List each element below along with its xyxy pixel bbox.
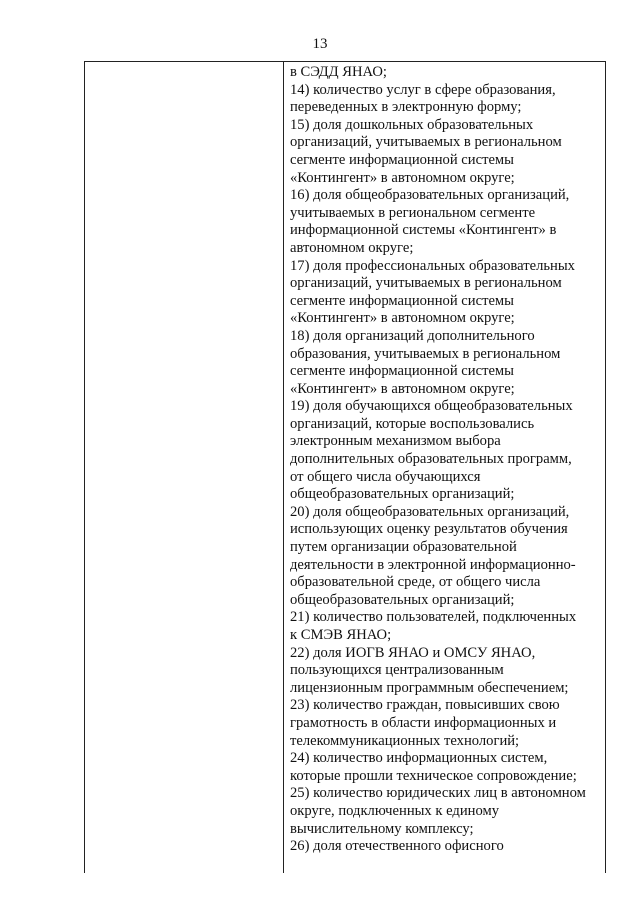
text-line: организаций, учитываемых в региональном: [290, 275, 562, 292]
page-number: 13: [312, 36, 328, 52]
text-line: путем организации образовательной: [290, 539, 517, 556]
table-left-cell: [85, 62, 283, 873]
text-line: 14) количество услуг в сфере образования,: [290, 81, 556, 98]
text-line: дополнительных образовательных программ,: [290, 451, 572, 468]
text-line: телекоммуникационных технологий;: [290, 732, 520, 749]
text-line: «Контингент» в автономном округе;: [290, 310, 515, 327]
text-line: которые прошли техническое сопровождение;: [290, 767, 577, 784]
text-line: 21) количество пользователей, подключенных: [290, 609, 577, 626]
text-line: «Контингент» в автономном округе;: [290, 169, 515, 186]
text-line: вычислительному комплексу;: [290, 820, 474, 837]
text-line: информационной системы «Контингент» в: [290, 222, 557, 239]
text-line: округе, подключенных к единому: [290, 802, 499, 819]
text-line: 23) количество граждан, повысивших свою: [290, 697, 560, 714]
text-line: 22) доля ИОГВ ЯНАО и ОМСУ ЯНАО,: [290, 644, 536, 661]
text-line: общеобразовательных организаций;: [290, 486, 515, 503]
text-line: 26) доля отечественного офисного: [290, 838, 504, 855]
text-line: 18) доля организаций дополнительного: [290, 327, 535, 344]
text-line: в СЭДД ЯНАО;: [290, 64, 387, 80]
text-line: лицензионным программным обеспечением;: [290, 679, 569, 696]
text-line: сегменте информационной системы: [290, 363, 514, 380]
text-line: общеобразовательных организаций;: [290, 591, 515, 608]
text-line: 20) доля общеобразовательных организаций,: [290, 503, 570, 520]
text-line: 17) доля профессиональных образовательных: [290, 257, 575, 274]
text-line: организаций, учитываемых в региональном: [290, 134, 562, 151]
column-divider: [283, 62, 284, 873]
text-line: 25) количество юридических лиц в автономном: [290, 785, 586, 802]
table-right-cell: [290, 64, 602, 856]
text-line: сегменте информационной системы: [290, 292, 514, 309]
text-line: использующих оценку результатов обучения: [290, 521, 568, 538]
text-line: грамотность в области информационных и: [290, 714, 557, 731]
text-line: 15) доля дошкольных образовательных: [290, 116, 534, 133]
text-line: автономном округе;: [290, 239, 414, 256]
text-line: от общего числа обучающихся: [290, 468, 481, 485]
text-line: 16) доля общеобразовательных организаций,: [290, 187, 570, 204]
text-line: учитываемых в региональном сегменте: [290, 204, 536, 221]
document-table: [84, 61, 606, 873]
text-line: организаций, которые воспользовались: [290, 415, 535, 432]
text-line: электронным механизмом выбора: [290, 433, 501, 450]
text-line: сегменте информационной системы: [290, 151, 514, 168]
text-line: «Контингент» в автономном округе;: [290, 380, 515, 397]
text-line: деятельности в электронной информационно-: [290, 556, 576, 573]
text-line: 19) доля обучающихся общеобразовательных: [290, 398, 573, 415]
text-line: к СМЭВ ЯНАО;: [290, 627, 392, 643]
text-line: образования, учитываемых в региональном: [290, 345, 561, 362]
text-line: образовательной среде, от общего числа: [290, 574, 541, 591]
text-line: 24) количество информационных систем,: [290, 750, 548, 767]
text-line: переведенных в электронную форму;: [290, 99, 522, 116]
text-line: пользующихся централизованным: [290, 662, 504, 679]
